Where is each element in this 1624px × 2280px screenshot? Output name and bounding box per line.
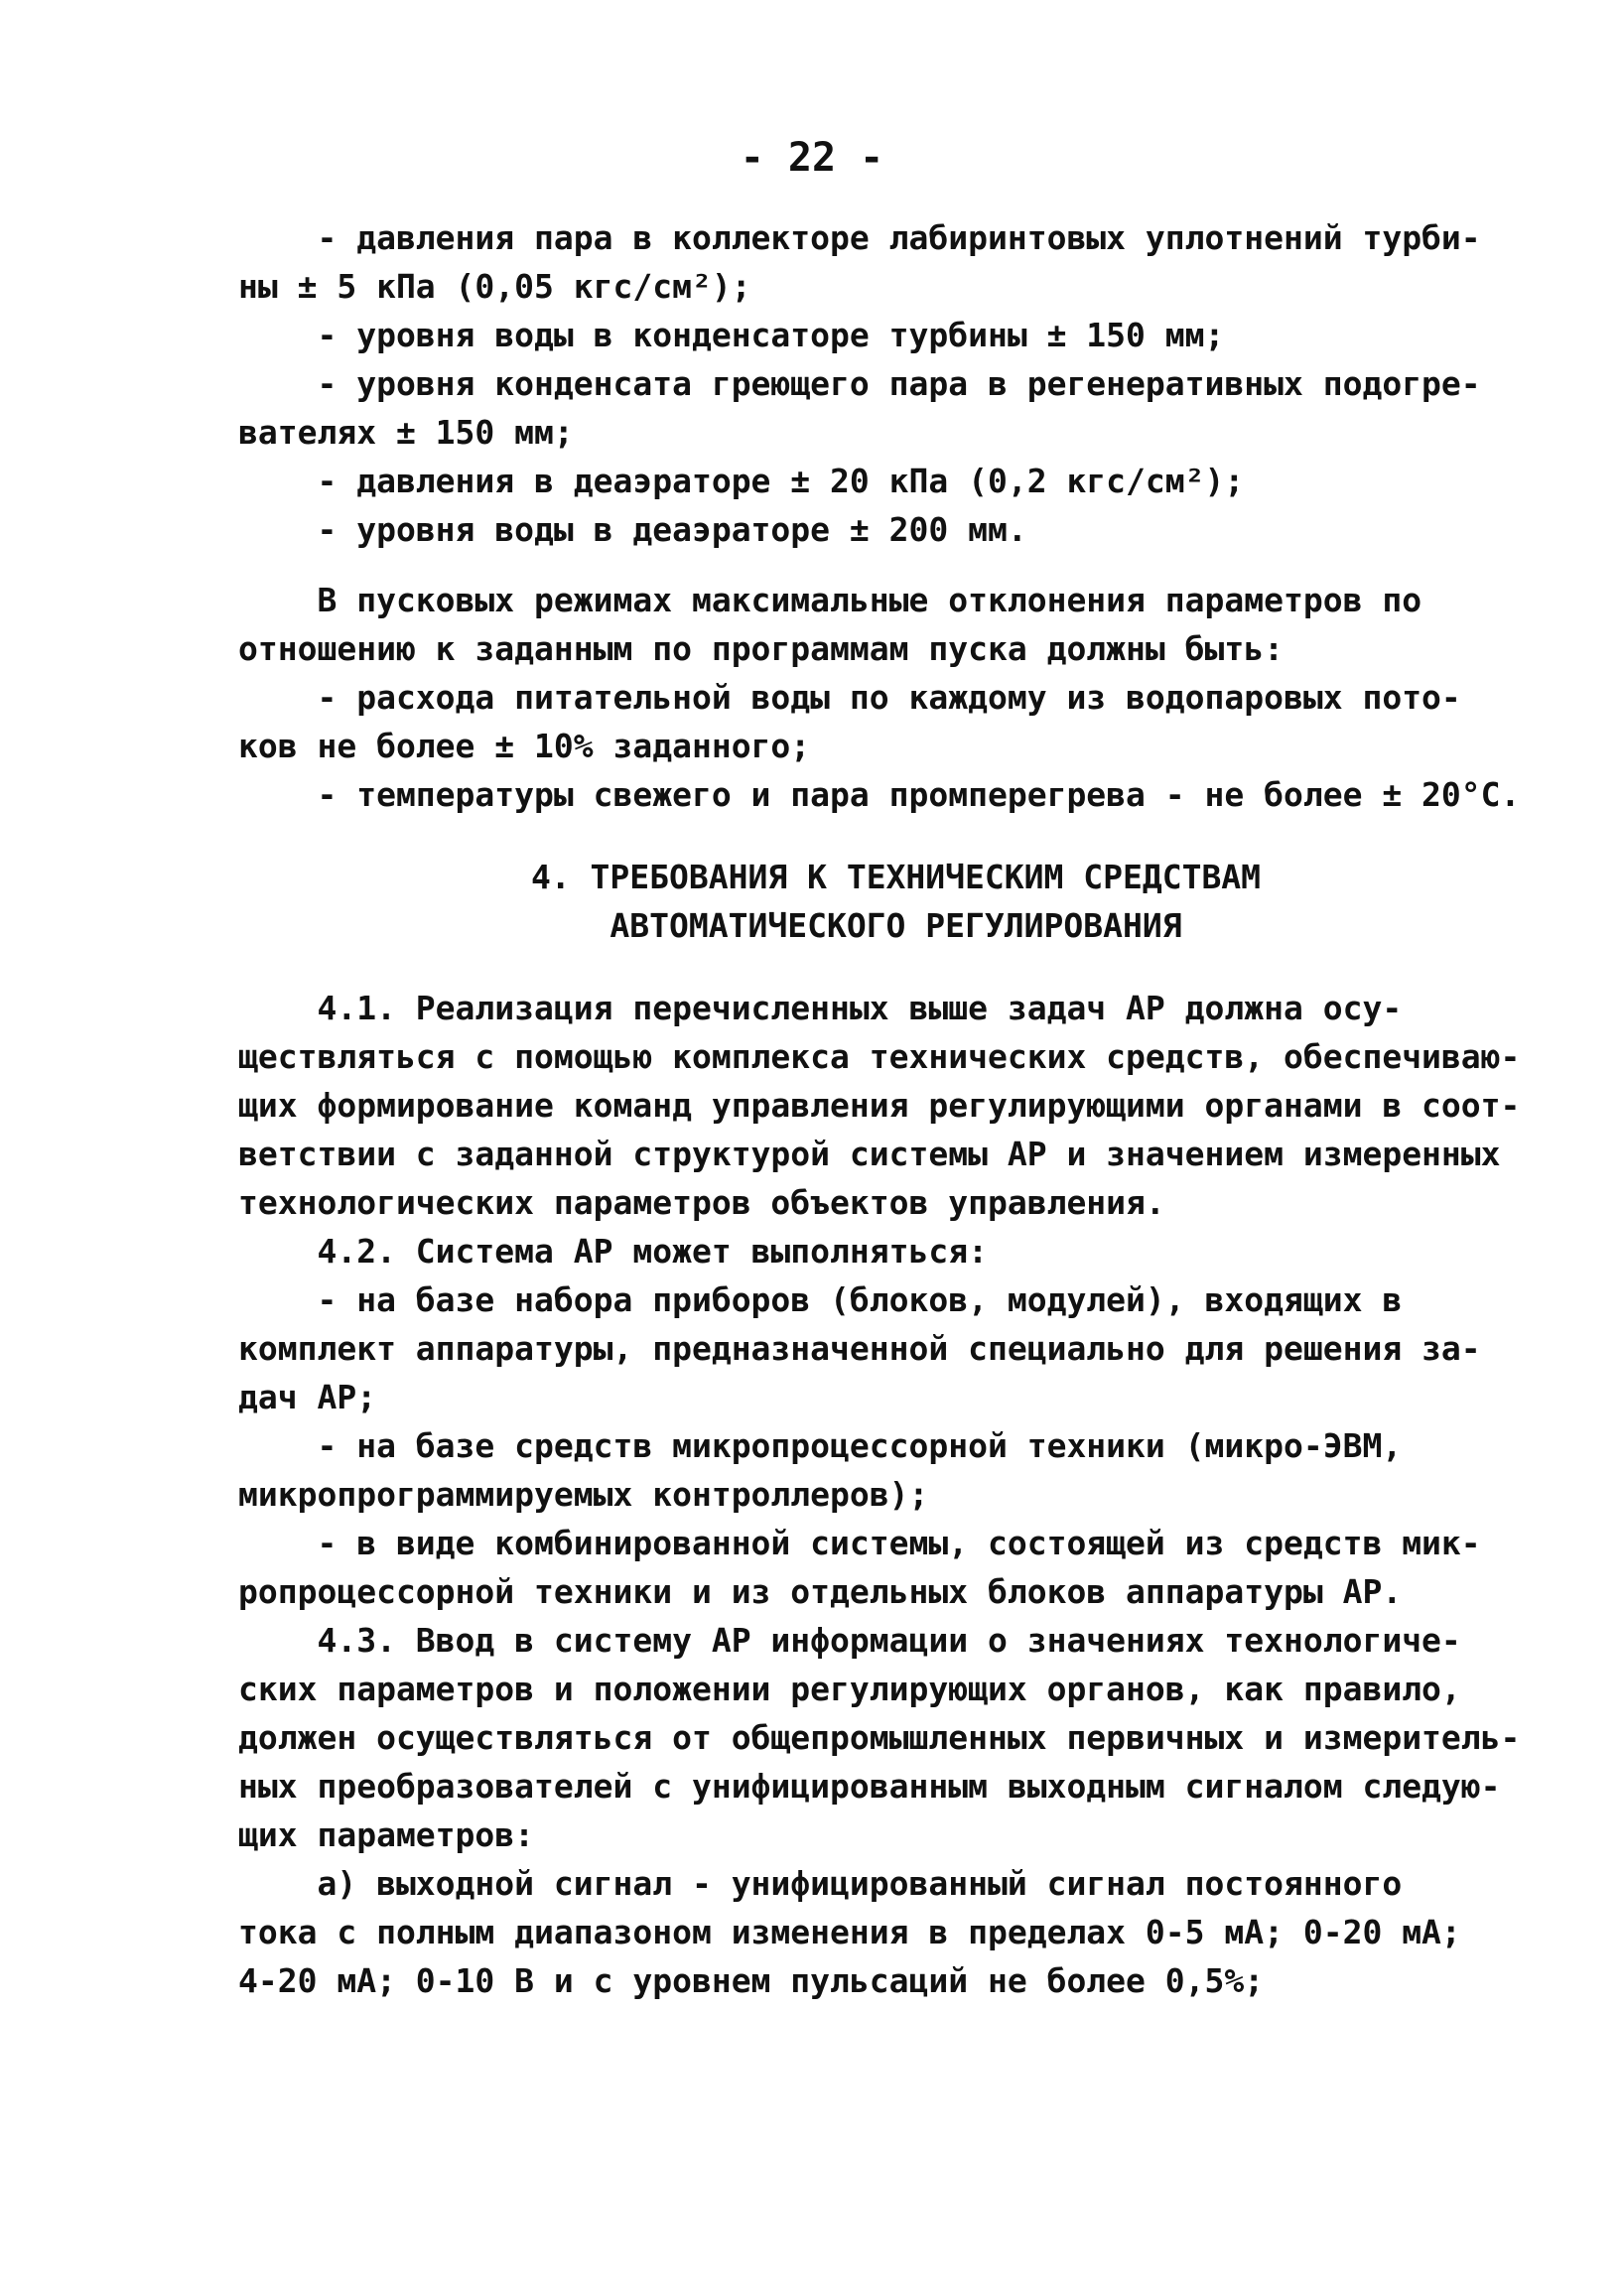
text-line-8: комплект аппаратуры, предназначенной специально для решения за-	[238, 1329, 1481, 1368]
section-body	[238, 984, 1554, 2005]
text-line-6: 4.2. Система АР может выполняться:	[238, 1232, 988, 1271]
text-line-4: - уровня конденсата греющего пара в регенеративных подогре-	[238, 364, 1481, 403]
page-number: - 22 -	[740, 135, 884, 181]
text-line-2: ществляться с помощью комплекса технических средств, обеспечиваю-	[238, 1037, 1521, 1076]
text-line-3: щих формирование команд управления регулирующими органами в соот-	[238, 1086, 1521, 1125]
text-line-6: - давления в деаэраторе ± 20 кПа (0,2 кгс/см²);	[238, 462, 1245, 500]
text-line-17: ных преобразователей с унифицированным выходным сигналом следую-	[238, 1767, 1501, 1806]
text-line-5: технологических параметров объектов управления.	[238, 1183, 1165, 1222]
text-line-19: а) выходной сигнал - унифицированный сигнал постоянного	[238, 1864, 1403, 1903]
startup-deviation-paragraph	[238, 576, 1554, 819]
text-line-11: микропрограммируемых контроллеров);	[238, 1475, 929, 1514]
text-line-5: - температуры свежего и пара промперегрева - не более ± 20°С.	[238, 775, 1521, 814]
text-line-18: щих параметров:	[238, 1815, 535, 1854]
spacer	[238, 554, 1554, 576]
text-line-20: тока с полным диапазоном изменения в пределах 0-5 мА; 0-20 мА;	[238, 1913, 1461, 1951]
tolerance-list	[238, 213, 1554, 554]
text-line-13: ропроцессорной техники и из отдельных блоков аппаратуры АР.	[238, 1572, 1403, 1611]
text-line-7: - на базе набора приборов (блоков, модулей), входящих в	[238, 1280, 1403, 1319]
document-body	[238, 213, 1554, 2005]
text-line-4: ков не более ± 10% заданного;	[238, 727, 811, 765]
text-line-21: 4-20 мА; 0-10 В и с уровнем пульсаций не более 0,5%;	[238, 1961, 1265, 2000]
text-line-7: - уровня воды в деаэраторе ± 200 мм.	[238, 510, 1027, 549]
text-line-1: 4.1. Реализация перечисленных выше задач АР должна осу-	[238, 989, 1403, 1027]
spacer	[238, 819, 1554, 853]
text-line-3: - уровня воды в конденсаторе турбины ± 150 мм;	[238, 316, 1225, 354]
heading-line-1: 4. ТРЕБОВАНИЯ К ТЕХНИЧЕСКИМ СРЕДСТВАМ	[530, 858, 1262, 896]
text-line-2: ны ± 5 кПа (0,05 кгс/см²);	[238, 267, 751, 306]
text-line-4: ветствии с заданной структурой системы АР и значением измеренных	[238, 1135, 1501, 1173]
section-heading	[238, 853, 1554, 950]
text-line-16: должен осуществляться от общепромышленных первичных и измеритель-	[238, 1718, 1521, 1757]
text-line-3: - расхода питательной воды по каждому из водопаровых пото-	[238, 678, 1461, 717]
text-line-9: дач АР;	[238, 1378, 377, 1416]
text-line-10: - на базе средств микропроцессорной техники (микро-ЭВМ,	[238, 1426, 1403, 1465]
text-line-2: отношению к заданным по программам пуска должны быть:	[238, 629, 1284, 668]
text-line-1: В пусковых режимах максимальные отклонения параметров по	[238, 581, 1422, 619]
text-line-5: вателях ± 150 мм;	[238, 413, 574, 452]
text-line-12: - в виде комбинированной системы, состоящей из средств мик-	[238, 1524, 1481, 1562]
heading-line-2: АВТОМАТИЧЕСКОГО РЕГУЛИРОВАНИЯ	[609, 906, 1182, 945]
text-line-15: ских параметров и положении регулирующих органов, как правило,	[238, 1670, 1461, 1708]
text-line-1: - давления пара в коллекторе лабиринтовых уплотнений турби-	[238, 218, 1481, 257]
spacer	[238, 950, 1554, 984]
text-line-14: 4.3. Ввод в систему АР информации о значениях технологиче-	[238, 1621, 1461, 1660]
